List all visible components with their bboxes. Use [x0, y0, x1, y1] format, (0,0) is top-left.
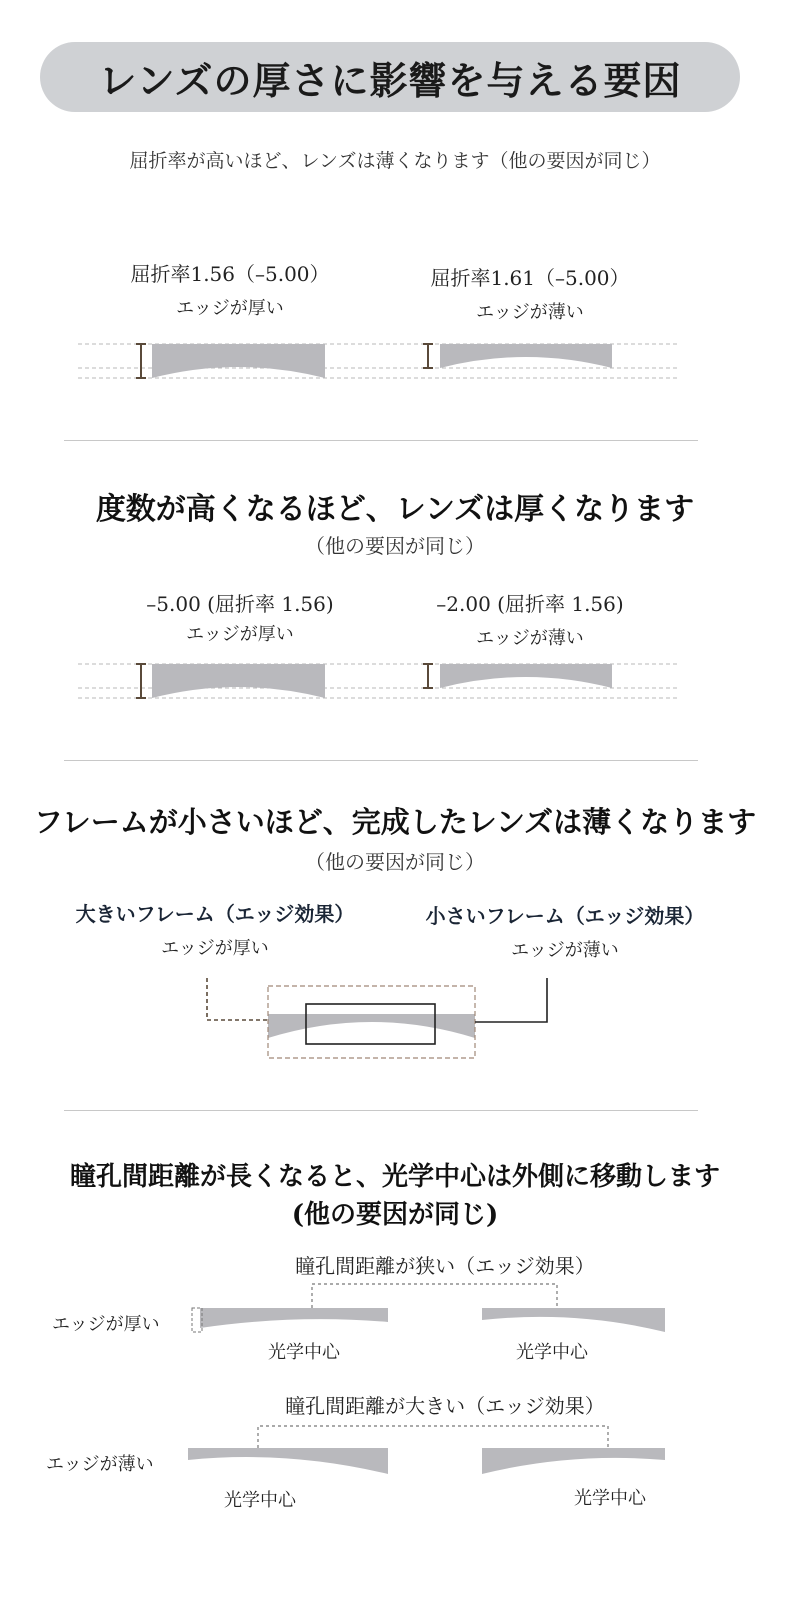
wide-pd-diagram: [0, 1420, 790, 1480]
divider: [64, 440, 698, 441]
pd-heading: 瞳孔間距離が長くなると、光学中心は外側に移動します: [69, 1162, 720, 1192]
right-lens-shape: [482, 1308, 665, 1332]
lens-diagram-index: [0, 330, 790, 390]
small-frame-pointer: [475, 978, 547, 1022]
lens-diagram-power: [0, 650, 790, 710]
page-title: レンズの厚さに影響を与える要因: [40, 42, 740, 112]
thickness-bracket-small-icon: [423, 344, 433, 368]
left-lens-shape: [200, 1308, 388, 1328]
thickness-bracket-icon: [136, 664, 146, 698]
lens-thin-shape: [440, 344, 612, 368]
small-frame-label: 小さいフレーム（エッジ効果）: [425, 904, 705, 928]
divider: [64, 760, 698, 761]
pd-subheading: (他の要因が同じ): [291, 1200, 499, 1230]
optical-center-label: 光学中心: [516, 1342, 588, 1363]
lens-thick-shape: [152, 344, 325, 378]
thickness-bracket-icon: [136, 344, 146, 378]
refractive-index-note: 屈折率が高いほど、レンズは薄くなります（他の要因が同じ）: [129, 150, 661, 172]
power-subheading: （他の要因が同じ）: [305, 534, 485, 558]
divider: [64, 1110, 698, 1111]
thick-edge-label: エッジが厚い: [52, 1314, 160, 1335]
thin-edge-label: エッジが薄い: [46, 1454, 154, 1475]
thin-edge-label: エッジが薄い: [476, 302, 584, 323]
pd-bracket: [312, 1284, 557, 1308]
right-lens-shape: [482, 1448, 665, 1474]
thin-edge-label: エッジが薄い: [511, 940, 619, 961]
optical-center-label: 光学中心: [574, 1488, 646, 1509]
thick-edge-label: エッジが厚い: [186, 624, 294, 645]
frame-subheading: （他の要因が同じ）: [305, 850, 485, 874]
frame-size-diagram: [0, 970, 790, 1070]
wide-pd-label: 瞳孔間距離が大きい（エッジ効果）: [285, 1394, 605, 1418]
large-frame-pointer: [207, 978, 268, 1020]
pd-bracket: [258, 1426, 608, 1448]
lens-blank-shape: [268, 1014, 475, 1038]
lens-1-56-label: 屈折率1.56（–5.00）: [130, 262, 330, 286]
large-frame-label: 大きいフレーム（エッジ効果）: [75, 902, 355, 926]
narrow-pd-label: 瞳孔間距離が狭い（エッジ効果）: [295, 1254, 595, 1278]
power-5-label: –5.00 (屈折率 1.56): [146, 592, 334, 616]
thickness-bracket-small-icon: [423, 664, 433, 688]
lens-1-61-label: 屈折率1.61（–5.00）: [430, 266, 630, 290]
optical-center-label: 光学中心: [224, 1490, 296, 1511]
narrow-pd-diagram: [0, 1280, 790, 1340]
thick-edge-label: エッジが厚い: [161, 938, 269, 959]
thick-edge-label: エッジが厚い: [176, 298, 284, 319]
optical-center-label: 光学中心: [268, 1342, 340, 1363]
frame-heading: フレームが小さいほど、完成したレンズは薄くなります: [33, 805, 757, 839]
power-2-label: –2.00 (屈折率 1.56): [436, 592, 624, 616]
lens-thick-shape: [152, 664, 325, 698]
left-lens-shape: [188, 1448, 388, 1474]
lens-thin-shape: [440, 664, 612, 688]
power-heading: 度数が高くなるほど、レンズは厚くなります: [95, 492, 695, 527]
thin-edge-label: エッジが薄い: [476, 628, 584, 649]
